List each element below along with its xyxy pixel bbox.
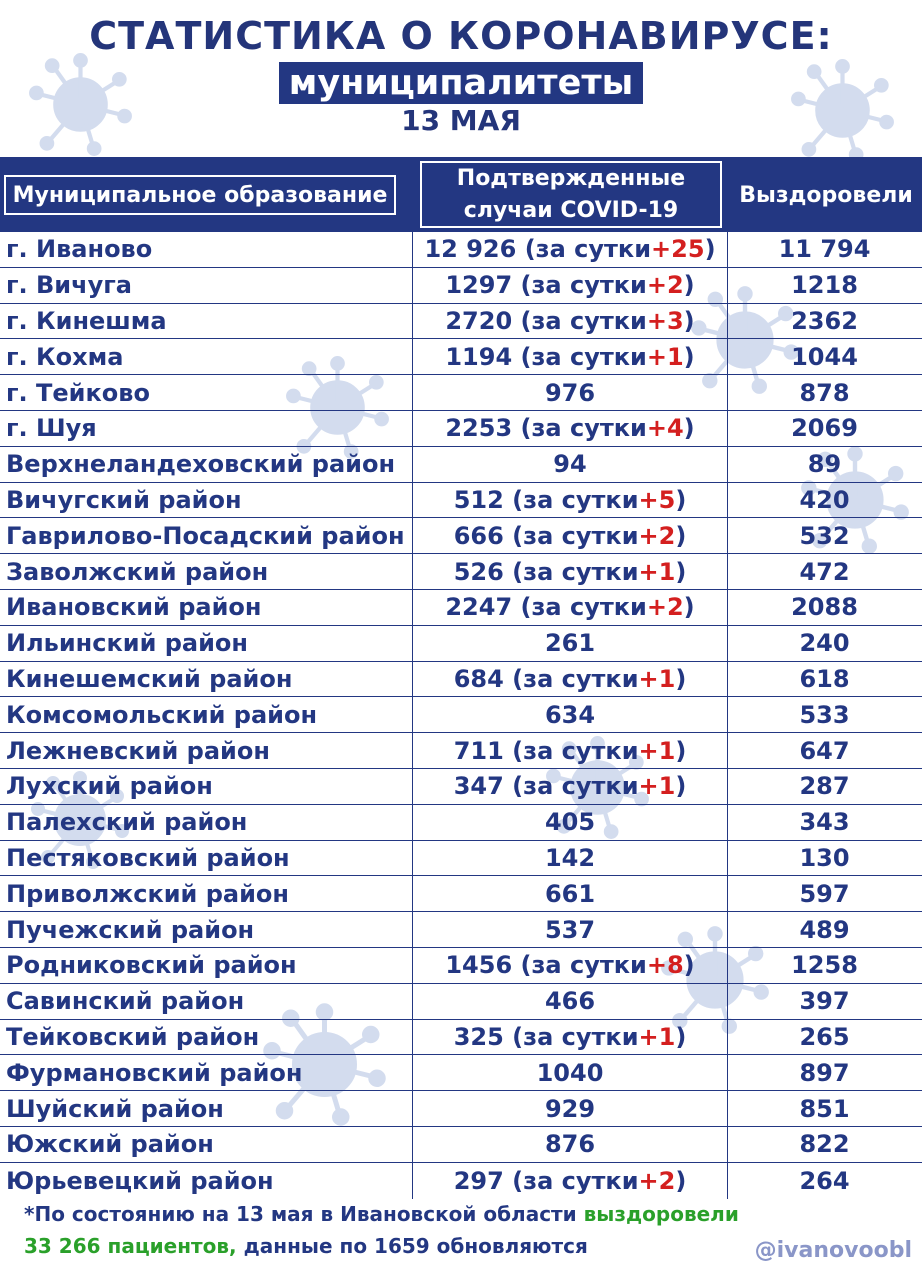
recovered-value: 2362 — [791, 306, 858, 335]
table-row — [0, 1055, 922, 1091]
footnote-recovered-count: 33 266 пациентов, — [24, 1234, 237, 1258]
page-subtitle: муниципалитеты — [279, 62, 644, 104]
recovered-value: 2088 — [791, 593, 858, 622]
column-header-recovered: Выздоровели — [739, 182, 913, 208]
daily-increase: +2 — [638, 1166, 676, 1195]
table-row — [0, 1020, 922, 1056]
daily-increase: +4 — [646, 414, 684, 443]
table-row — [0, 984, 922, 1020]
daily-suffix: ) — [675, 736, 687, 765]
confirmed-cell — [412, 483, 728, 518]
confirmed-value: 261 — [544, 629, 596, 658]
column-header-confirmed-line2: случаи COVID-19 — [463, 197, 679, 223]
column-header-confirmed-line1: Подтвержденные — [456, 165, 686, 191]
confirmed-cell — [412, 912, 728, 947]
table-row — [0, 697, 922, 733]
subtitle-banner — [0, 62, 922, 104]
recovered-value: 11 794 — [778, 235, 871, 264]
recovered-value: 420 — [799, 485, 850, 514]
confirmed-value: 2253 — [445, 414, 513, 443]
municipality-name: Лухский район — [6, 772, 213, 801]
confirmed-cell — [412, 841, 728, 876]
confirmed-value: 684 — [453, 664, 504, 693]
confirmed-cell — [412, 733, 728, 768]
municipality-name: Пестяковский район — [6, 843, 290, 872]
daily-suffix: ) — [683, 414, 695, 443]
confirmed-cell — [412, 1055, 728, 1090]
table-row — [0, 590, 922, 626]
recovered-value: 1258 — [791, 951, 858, 980]
daily-suffix: ) — [683, 342, 695, 371]
daily-increase: +1 — [638, 1022, 676, 1051]
daily-suffix: ) — [675, 1166, 687, 1195]
confirmed-cell — [412, 876, 728, 911]
daily-increase: +1 — [638, 664, 676, 693]
municipality-name: г. Иваново — [6, 235, 153, 264]
recovered-value: 264 — [799, 1166, 850, 1195]
recovered-value: 897 — [799, 1058, 850, 1087]
report-date: 13 МАЯ — [401, 104, 521, 137]
municipality-name: Юрьевецкий район — [6, 1166, 274, 1195]
table-row — [0, 304, 922, 340]
confirmed-value: 1194 — [445, 342, 513, 371]
confirmed-cell — [412, 984, 728, 1019]
recovered-value: 647 — [799, 736, 850, 765]
confirmed-value: 297 — [453, 1166, 504, 1195]
recovered-value: 851 — [799, 1094, 850, 1123]
confirmed-cell — [412, 626, 728, 661]
recovered-value: 489 — [799, 915, 850, 944]
footnote-text-1: *По состоянию на 13 мая в Ивановской области — [24, 1202, 584, 1226]
daily-increase: +1 — [638, 772, 676, 801]
municipality-name: г. Вичуга — [6, 271, 132, 300]
municipality-name: Шуйский район — [6, 1094, 224, 1123]
recovered-value: 397 — [799, 987, 850, 1016]
table-row — [0, 841, 922, 877]
recovered-value: 89 — [807, 450, 842, 479]
daily-suffix: ) — [683, 306, 695, 335]
daily-suffix: ) — [683, 593, 695, 622]
daily-increase: +1 — [638, 557, 676, 586]
confirmed-value: 325 — [453, 1022, 504, 1051]
confirmed-cell — [412, 268, 728, 303]
daily-prefix: (за сутки — [520, 342, 647, 371]
daily-prefix: (за сутки — [512, 557, 639, 586]
municipality-name: Савинский район — [6, 987, 245, 1016]
table-row — [0, 375, 922, 411]
footnote-recovered-word: выздоровели — [583, 1202, 739, 1226]
daily-suffix: ) — [683, 271, 695, 300]
table-row — [0, 912, 922, 948]
municipality-name: Приволжский район — [6, 879, 289, 908]
confirmed-cell — [412, 232, 728, 267]
daily-suffix: ) — [675, 557, 687, 586]
daily-prefix: (за сутки — [520, 306, 647, 335]
daily-increase: +1 — [638, 736, 676, 765]
confirmed-value: 1040 — [536, 1058, 604, 1087]
municipality-name: Палехский район — [6, 808, 248, 837]
municipality-name: г. Кохма — [6, 342, 124, 371]
confirmed-value: 142 — [544, 843, 596, 872]
municipality-name: Комсомольский район — [6, 700, 318, 729]
table-row — [0, 1127, 922, 1163]
table-row — [0, 483, 922, 519]
confirmed-cell — [412, 447, 728, 482]
confirmed-value: 711 — [453, 736, 504, 765]
daily-increase: +2 — [646, 271, 684, 300]
daily-suffix: ) — [675, 521, 687, 550]
confirmed-value: 976 — [544, 378, 596, 407]
municipality-name: Пучежский район — [6, 915, 255, 944]
confirmed-value: 94 — [553, 450, 587, 479]
confirmed-value: 634 — [544, 700, 596, 729]
daily-increase: +8 — [646, 951, 684, 980]
recovered-value: 472 — [799, 557, 850, 586]
recovered-value: 343 — [799, 808, 850, 837]
daily-prefix: (за сутки — [512, 485, 639, 514]
daily-increase: +2 — [646, 593, 684, 622]
table-row — [0, 1091, 922, 1127]
recovered-value: 265 — [799, 1022, 850, 1051]
confirmed-cell — [412, 339, 728, 374]
confirmed-value: 405 — [544, 808, 596, 837]
recovered-value: 597 — [799, 879, 850, 908]
confirmed-value: 2720 — [445, 306, 513, 335]
confirmed-cell — [412, 304, 728, 339]
table-row — [0, 447, 922, 483]
column-header-confirmed — [420, 161, 722, 228]
recovered-value: 1044 — [791, 342, 858, 371]
daily-prefix: (за сутки — [512, 521, 639, 550]
daily-increase: +2 — [638, 521, 676, 550]
column-header-municipality: Муниципальное образование — [4, 175, 396, 215]
recovered-value: 2069 — [791, 414, 858, 443]
recovered-value: 533 — [799, 700, 850, 729]
confirmed-value: 661 — [544, 879, 596, 908]
daily-suffix: ) — [675, 772, 687, 801]
table-row — [0, 554, 922, 590]
daily-suffix: ) — [675, 1022, 687, 1051]
table-row — [0, 518, 922, 554]
recovered-value: 618 — [799, 664, 850, 693]
daily-prefix: (за сутки — [520, 951, 647, 980]
confirmed-value: 2247 — [445, 593, 513, 622]
confirmed-value: 526 — [453, 557, 504, 586]
confirmed-cell — [412, 1091, 728, 1126]
confirmed-value: 347 — [453, 772, 504, 801]
daily-prefix: (за сутки — [512, 736, 639, 765]
confirmed-cell — [412, 590, 728, 625]
table-row — [0, 232, 922, 268]
table-row — [0, 339, 922, 375]
municipality-name: Южский район — [6, 1130, 214, 1159]
confirmed-cell — [412, 948, 728, 983]
municipality-name: Кинешемский район — [6, 664, 293, 693]
confirmed-cell — [412, 769, 728, 804]
confirmed-cell — [412, 662, 728, 697]
confirmed-value: 512 — [453, 485, 504, 514]
recovered-value: 1218 — [791, 271, 858, 300]
daily-prefix: (за сутки — [520, 414, 647, 443]
municipality-name: Вичугский район — [6, 485, 242, 514]
daily-prefix: (за сутки — [524, 235, 652, 264]
municipality-name: Родниковский район — [6, 951, 297, 980]
confirmed-cell — [412, 1127, 728, 1162]
municipality-name: Тейковский район — [6, 1022, 260, 1051]
table-body — [0, 232, 922, 1199]
confirmed-value: 1456 — [445, 951, 513, 980]
municipality-name: Заволжский район — [6, 557, 269, 586]
daily-increase: +1 — [646, 342, 684, 371]
confirmed-value: 876 — [544, 1130, 596, 1159]
daily-prefix: (за сутки — [512, 1166, 639, 1195]
table-row — [0, 805, 922, 841]
daily-suffix: ) — [704, 235, 716, 264]
confirmed-cell — [412, 805, 728, 840]
confirmed-value: 466 — [544, 987, 596, 1016]
page-title: СТАТИСТИКА О КОРОНАВИРУСЕ: — [89, 14, 833, 58]
table-row — [0, 733, 922, 769]
confirmed-cell — [412, 411, 728, 446]
table-row — [0, 948, 922, 984]
table-row — [0, 1163, 922, 1199]
municipality-name: Фурмановский район — [6, 1058, 303, 1087]
footnote-line-1 — [24, 1198, 904, 1230]
municipality-name: Ивановский район — [6, 593, 262, 622]
confirmed-cell — [412, 554, 728, 589]
table-row — [0, 662, 922, 698]
municipality-name: Верхнеландеховский район — [6, 450, 396, 479]
daily-prefix: (за сутки — [512, 1022, 639, 1051]
table-row — [0, 626, 922, 662]
table-row — [0, 268, 922, 304]
daily-increase: +3 — [646, 306, 684, 335]
confirmed-cell — [412, 375, 728, 410]
recovered-value: 287 — [799, 772, 850, 801]
municipality-name: Ильинский район — [6, 629, 249, 658]
social-handle: @ivanovoobl — [754, 1238, 912, 1263]
table-row — [0, 411, 922, 447]
daily-suffix: ) — [675, 485, 687, 514]
daily-prefix: (за сутки — [512, 664, 639, 693]
municipality-name: г. Тейково — [6, 378, 150, 407]
municipality-name: Гаврилово-Посадский район — [6, 521, 405, 550]
recovered-value: 130 — [799, 843, 850, 872]
confirmed-value: 537 — [544, 915, 596, 944]
table-row — [0, 769, 922, 805]
daily-prefix: (за сутки — [520, 593, 647, 622]
recovered-value: 822 — [799, 1130, 850, 1159]
confirmed-cell — [412, 518, 728, 553]
confirmed-value: 1297 — [445, 271, 513, 300]
daily-suffix: ) — [675, 664, 687, 693]
footnote-text-2: данные по 1659 обновляются — [236, 1234, 588, 1258]
confirmed-value: 929 — [544, 1094, 596, 1123]
confirmed-cell — [412, 1163, 728, 1199]
recovered-value: 878 — [799, 378, 850, 407]
daily-increase: +25 — [651, 235, 705, 264]
confirmed-value: 666 — [453, 521, 504, 550]
municipality-name: г. Кинешма — [6, 306, 167, 335]
confirmed-cell — [412, 1020, 728, 1055]
daily-prefix: (за сутки — [512, 772, 639, 801]
table-row — [0, 876, 922, 912]
daily-suffix: ) — [683, 951, 695, 980]
confirmed-cell — [412, 697, 728, 732]
confirmed-value: 12 926 — [424, 235, 517, 264]
municipality-name: г. Шуя — [6, 414, 97, 443]
municipality-name: Лежневский район — [6, 736, 270, 765]
recovered-value: 532 — [799, 521, 850, 550]
daily-prefix: (за сутки — [520, 271, 647, 300]
daily-increase: +5 — [638, 485, 676, 514]
table-header — [0, 157, 922, 232]
recovered-value: 240 — [799, 629, 850, 658]
